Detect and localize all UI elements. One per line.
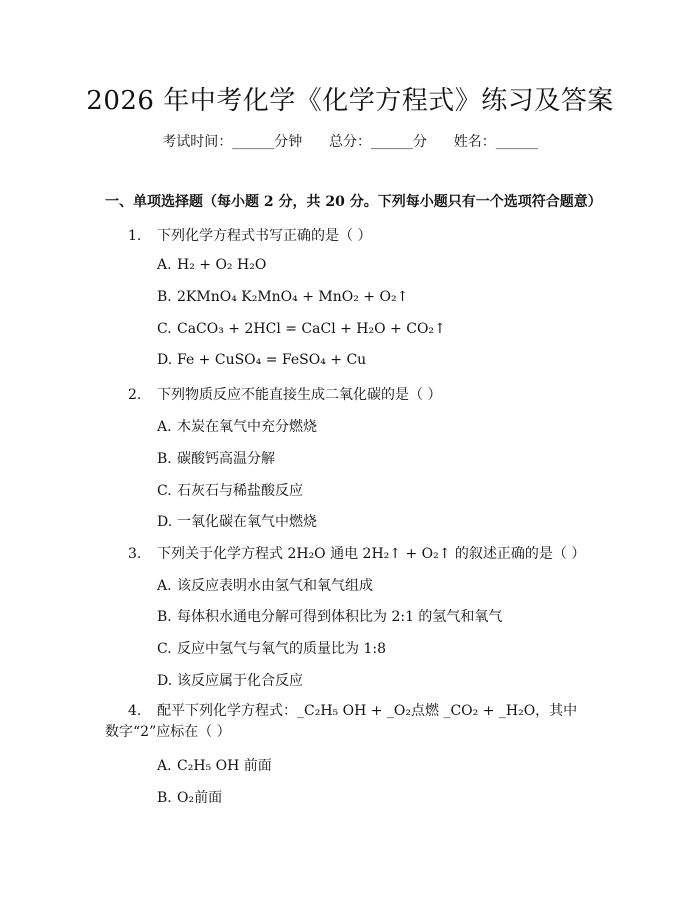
question-text: 下列关于化学方程式 2H₂O 通电 2H₂↑ + O₂↑ 的叙述正确的是（ ）: [157, 546, 586, 562]
total-score-field: 总分：______分: [329, 134, 427, 150]
question-4: [105, 701, 585, 743]
question-number: 1.: [128, 228, 142, 244]
question-4-option-b: [157, 787, 222, 807]
question-1: [128, 225, 371, 245]
question-3: [128, 543, 585, 563]
option-letter: D.: [157, 673, 173, 689]
option-letter: D.: [157, 352, 173, 368]
question-number: 4.: [128, 703, 142, 719]
option-letter: A.: [157, 257, 172, 273]
question-3-option-c: [157, 638, 386, 658]
option-letter: D.: [157, 514, 173, 530]
question-3-option-a: [157, 575, 373, 595]
option-text: 该反应属于化合反应: [177, 673, 303, 689]
question-3-option-d: [157, 670, 303, 690]
option-text: 一氧化碳在氧气中燃烧: [177, 514, 317, 530]
student-name-field: 姓名：______: [453, 134, 538, 150]
option-text: Fe + CuSO₄ = FeSO₄ + Cu: [177, 352, 367, 368]
option-letter: B.: [157, 451, 172, 467]
question-text: 配平下列化学方程式：_C₂H₅ OH + _O₂点燃 _CO₂ + _H₂O，其中数字“2”应标在（ ）: [105, 703, 578, 740]
option-text: 每体积水通电分解可得到体积比为 2:1 的氢气和氧气: [177, 609, 503, 625]
page-title: 2026 年中考化学《化学方程式》练习及答案: [86, 86, 614, 116]
question-4-option-a: [157, 755, 272, 775]
question-2-option-d: [157, 511, 317, 531]
option-text: 木炭在氧气中充分燃烧: [177, 419, 317, 435]
exam-time-field: 考试时间：______分钟: [162, 134, 303, 150]
question-1-option-b: [157, 289, 408, 305]
option-text: 石灰石与稀盐酸反应: [177, 483, 303, 499]
option-text: CaCO₃ + 2HCl = CaCl + H₂O + CO₂↑: [177, 321, 446, 337]
exam-meta-line: [0, 131, 700, 151]
question-text: 下列物质反应不能直接生成二氧化碳的是（ ）: [157, 387, 442, 403]
question-1-option-a: [157, 257, 266, 273]
option-text: C₂H₅ OH 前面: [177, 758, 272, 774]
option-letter: A.: [157, 419, 172, 435]
option-letter: C.: [157, 483, 172, 499]
option-text: H₂ + O₂ H₂O: [177, 257, 267, 273]
option-letter: B.: [157, 609, 172, 625]
question-2-option-b: [157, 448, 275, 468]
option-letter: B.: [157, 790, 172, 806]
option-text: O₂前面: [177, 790, 223, 806]
option-text: 2KMnO₄ K₂MnO₄ + MnO₂ + O₂↑: [177, 289, 409, 305]
option-letter: C.: [157, 321, 172, 337]
question-number: 2.: [128, 387, 142, 403]
question-1-option-d: [157, 352, 366, 368]
option-letter: B.: [157, 289, 172, 305]
question-text: 下列化学方程式书写正确的是（ ）: [157, 228, 372, 244]
question-2-option-c: [157, 480, 303, 500]
question-2: [128, 384, 441, 404]
question-number: 3.: [128, 546, 142, 562]
option-text: 反应中氢气与氧气的质量比为 1:8: [177, 641, 386, 657]
question-2-option-a: [157, 416, 317, 436]
option-letter: A.: [157, 578, 172, 594]
option-letter: C.: [157, 641, 172, 657]
section-heading: 一、单项选择题（每小题 2 分，共 20 分。下列每小题只有一个选项符合题意）: [105, 194, 602, 210]
question-1-option-c: [157, 321, 446, 337]
question-3-option-b: [157, 606, 502, 626]
option-text: 碳酸钙高温分解: [177, 451, 275, 467]
option-letter: A.: [157, 758, 172, 774]
option-text: 该反应表明水由氢气和氧气组成: [177, 578, 373, 594]
